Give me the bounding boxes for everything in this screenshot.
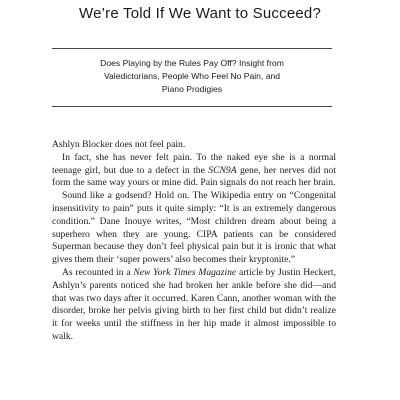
bottom-divider [52, 106, 332, 107]
gene-name: SCN9A [208, 164, 237, 176]
top-divider [52, 48, 332, 49]
subtitle-line-2: Valedictorians, People Who Feel No Pain, and [103, 71, 281, 82]
subtitle-line-3: Piano Prodigies [161, 84, 223, 95]
body-text [52, 139, 336, 344]
paragraph-4 [52, 267, 336, 344]
publication-name: New York Times Magazine [133, 266, 237, 278]
subtitle-line-1: Does Playing by the Rules Pay Off? Insight from [100, 58, 284, 68]
paragraph-4-text-b: article by Justin Heckert, Ashlyn’s parents noticed she had broken her ankle before she did—and that was two days after it occurred. Karen Cann, another woman with the disorder, broke her pelvis giving birth to her first child but didn’t realize it for weeks until the stiffness in her hip made it almost impossible to walk. [52, 266, 336, 342]
chapter-subtitle [40, 57, 344, 97]
chapter-title: We’re Told If We Want to Succeed? [79, 5, 321, 22]
paragraph-2-text-a: In fact, she has never felt pain. To the naked eye she is a normal teenage girl, but due to a defect in the [52, 151, 336, 176]
paragraph-1: Ashlyn Blocker does not feel pain. [52, 139, 186, 150]
paragraph-2-text-b: gene, her nerves did not form the same way yours or mine did. Pain signals do not reach her brain. [52, 164, 337, 189]
paragraph-4-text-a: As recounted in a [62, 266, 134, 278]
paragraph-2 [52, 152, 336, 190]
paragraph-3: Sound like a godsend? Hold on. The Wikipedia entry on “Congenital insensitivity to pain” puts it quite simply: “It is an extremely dangerous condition.” Dane Inouye writes, “Most children dream about being a superhero when they are young. CIPA patients can be considered Superman because they don’t feel physical pain but it is ironic that what gives them their ‘super powers’ also becomes their kryptonite.” [52, 190, 336, 266]
